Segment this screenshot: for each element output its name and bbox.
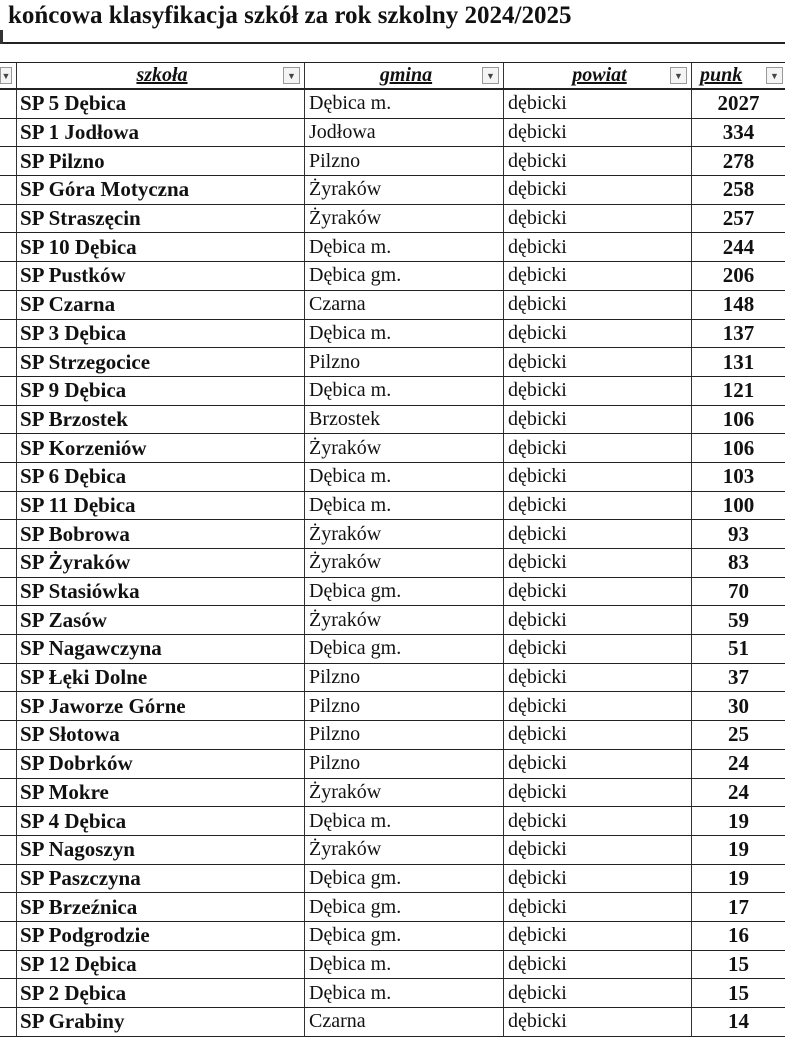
table-row [0,836,785,865]
cell-punkty[interactable]: 334 [722,120,755,145]
table-row [0,520,785,549]
row-header-cell [0,176,17,204]
cell-powiat[interactable]: dębicki [504,492,692,520]
row-header-cell [0,320,17,348]
cell-gmina[interactable]: Pilzno [305,348,504,376]
cell-szkola[interactable]: SP 9 Dębica [17,377,305,405]
row-header-cell [0,549,17,577]
cell-gmina[interactable]: Dębica m. [305,90,504,118]
cell-gmina[interactable]: Żyraków [305,434,504,462]
cell-gmina[interactable]: Dębica gm. [305,578,504,606]
cell-punkty[interactable]: 14 [728,1009,749,1034]
cell-powiat[interactable]: dębicki [504,262,692,290]
cell-punkty[interactable]: 106 [722,406,755,431]
cell-szkola[interactable]: SP Pilzno [17,147,305,175]
cell-powiat[interactable]: dębicki [504,865,692,893]
cell-punkty[interactable]: 258 [722,177,755,202]
row-header-cell [0,1008,17,1036]
cell-gmina[interactable]: Pilzno [305,692,504,720]
table-row [0,119,785,148]
table-row [0,865,785,894]
cell-szkola[interactable]: SP Nagawczyna [17,635,305,663]
cell-gmina[interactable]: Dębica m. [305,492,504,520]
cell-gmina[interactable]: Pilzno [305,147,504,175]
table-row [0,779,785,808]
cell-powiat[interactable]: dębicki [504,664,692,692]
cell-szkola[interactable]: SP Jaworze Górne [17,692,305,720]
cell-punkty[interactable]: 103 [722,464,755,489]
cell-powiat[interactable]: dębicki [504,377,692,405]
cell-punkty[interactable]: 93 [728,521,749,546]
column-header-powiat[interactable] [504,63,692,88]
cell-szkola[interactable]: SP Stasiówka [17,578,305,606]
table-row [0,434,785,463]
cell-szkola[interactable]: SP 2 Dębica [17,979,305,1007]
header-label-szkola: szkoła [136,64,188,86]
cell-punkty[interactable]: 25 [728,722,749,747]
column-header-punkty[interactable] [692,63,785,88]
row-header-cell [0,807,17,835]
cell-gmina[interactable]: Dębica m. [305,377,504,405]
header-label-gmina: gmina [379,64,433,86]
cell-szkola[interactable]: SP Brzeźnica [17,893,305,921]
cell-punkty[interactable]: 51 [728,636,749,661]
cell-szkola[interactable]: SP Żyraków [17,549,305,577]
cell-szkola[interactable]: SP Korzeniów [17,434,305,462]
row-header-cell [0,205,17,233]
cell-gmina[interactable]: Żyraków [305,549,504,577]
table-row [0,951,785,980]
cell-punkty[interactable]: 121 [722,378,755,403]
cell-gmina[interactable]: Żyraków [305,606,504,634]
title-bar [0,0,785,44]
table-row [0,807,785,836]
spreadsheet-table [0,62,785,1037]
cell-punkty[interactable]: 16 [728,923,749,948]
table-row [0,578,785,607]
cell-gmina[interactable]: Żyraków [305,779,504,807]
cell-gmina[interactable]: Pilzno [305,664,504,692]
row-header-cell [0,520,17,548]
table-row [0,750,785,779]
cell-powiat[interactable]: dębicki [504,348,692,376]
cell-szkola[interactable]: SP 12 Dębica [17,951,305,979]
cell-powiat[interactable]: dębicki [504,434,692,462]
cell-powiat[interactable]: dębicki [504,147,692,175]
table-row [0,90,785,119]
cell-powiat[interactable]: dębicki [504,836,692,864]
cell-szkola[interactable]: SP 4 Dębica [17,807,305,835]
table-row [0,377,785,406]
cell-powiat[interactable]: dębicki [504,692,692,720]
cell-powiat[interactable]: dębicki [504,205,692,233]
row-header-cell [0,463,17,491]
table-row [0,291,785,320]
table-row [0,492,785,521]
cell-szkola[interactable]: SP Zasów [17,606,305,634]
cell-punkty[interactable]: 15 [728,980,749,1005]
cell-powiat[interactable]: dębicki [504,635,692,663]
cell-powiat[interactable]: dębicki [504,119,692,147]
table-row [0,147,785,176]
cell-punkty[interactable]: 24 [728,751,749,776]
cell-gmina[interactable]: Żyraków [305,836,504,864]
table-row [0,664,785,693]
cell-szkola[interactable]: SP Podgrodzie [17,922,305,950]
row-header-cell [0,836,17,864]
cell-szkola[interactable]: SP 5 Dębica [17,90,305,118]
cell-szkola[interactable]: SP Paszczyna [17,865,305,893]
cell-gmina[interactable]: Pilzno [305,750,504,778]
column-header-szkola[interactable] [17,63,305,88]
filter-icon[interactable]: ▼ [670,67,687,84]
row-header-cell [0,893,17,921]
cell-szkola[interactable]: SP Nagoszyn [17,836,305,864]
header-label-punkty: punk [700,64,743,86]
cell-powiat[interactable]: dębicki [504,922,692,950]
row-header-cell [0,865,17,893]
cell-punkty[interactable]: 15 [728,951,749,976]
row-header-cell [0,922,17,950]
cell-punkty[interactable]: 19 [728,837,749,862]
cell-gmina[interactable]: Dębica m. [305,320,504,348]
row-header-cell [0,779,17,807]
table-row [0,606,785,635]
cell-punkty[interactable]: 30 [728,693,749,718]
cell-powiat[interactable]: dębicki [504,721,692,749]
cell-szkola[interactable]: SP Słotowa [17,721,305,749]
cell-gmina[interactable]: Dębica m. [305,233,504,261]
table-row [0,692,785,721]
cell-punkty[interactable]: 106 [722,435,755,460]
row-header-cell [0,233,17,261]
cell-punkty[interactable]: 131 [722,349,755,374]
table-row [0,406,785,435]
cell-szkola[interactable]: SP 3 Dębica [17,320,305,348]
row-header-cell [0,291,17,319]
row-header-cell [0,434,17,462]
table-row [0,893,785,922]
cell-gmina[interactable]: Jodłowa [305,119,504,147]
cell-punkty[interactable]: 2027 [717,91,760,116]
cell-szkola[interactable]: SP Czarna [17,291,305,319]
cell-gmina[interactable]: Dębica gm. [305,922,504,950]
cell-szkola[interactable]: SP 1 Jodłowa [17,119,305,147]
table-row [0,176,785,205]
cell-powiat[interactable]: dębicki [504,807,692,835]
table-row [0,205,785,234]
row-header-cell [0,692,17,720]
cell-gmina[interactable]: Czarna [305,291,504,319]
table-row [0,348,785,377]
cell-szkola[interactable]: SP Pustków [17,262,305,290]
cell-punkty[interactable]: 206 [722,263,755,288]
table-row [0,463,785,492]
cell-gmina[interactable]: Żyraków [305,205,504,233]
row-header-cell [0,979,17,1007]
cell-punkty[interactable]: 148 [722,292,755,317]
cell-powiat[interactable]: dębicki [504,463,692,491]
row-header-cell [0,951,17,979]
cell-szkola[interactable]: SP Strzegocice [17,348,305,376]
cell-powiat[interactable]: dębicki [504,406,692,434]
header-label-powiat: powiat [572,64,627,86]
cell-powiat[interactable]: dębicki [504,893,692,921]
cell-szkola[interactable]: SP Brzostek [17,406,305,434]
cell-powiat[interactable]: dębicki [504,90,692,118]
cell-punkty[interactable]: 83 [728,550,749,575]
cell-gmina[interactable]: Czarna [305,1008,504,1036]
cell-gmina[interactable]: Dębica m. [305,463,504,491]
cell-powiat[interactable]: dębicki [504,176,692,204]
table-row [0,635,785,664]
header-row [0,62,785,90]
cell-powiat[interactable]: dębicki [504,520,692,548]
row-header-cell [0,147,17,175]
table-row [0,979,785,1008]
row-header-cell [0,492,17,520]
cell-gmina[interactable]: Dębica m. [305,979,504,1007]
cell-powiat[interactable]: dębicki [504,578,692,606]
cell-gmina[interactable]: Dębica m. [305,807,504,835]
cell-gmina[interactable]: Dębica m. [305,951,504,979]
table-row [0,1008,785,1037]
row-header-cell [0,90,17,118]
row-header-cell [0,348,17,376]
row-header-cell [0,63,17,88]
cell-szkola[interactable]: SP 6 Dębica [17,463,305,491]
cell-szkola[interactable]: SP Łęki Dolne [17,664,305,692]
chevron-down-icon[interactable]: ▼ [482,67,499,84]
table-row [0,262,785,291]
row-header-cell [0,406,17,434]
cell-szkola[interactable]: SP Grabiny [17,1008,305,1036]
cell-punkty[interactable]: 19 [728,808,749,833]
table-row [0,922,785,951]
cell-powiat[interactable]: dębicki [504,979,692,1007]
cell-gmina[interactable]: Pilzno [305,721,504,749]
row-header-cell [0,750,17,778]
page-title: końcowa klasyfikacja szkół za rok szkolny 2024/2025 [8,2,572,29]
chevron-down-icon[interactable]: ▼ [283,67,300,84]
cell-powiat[interactable]: dębicki [504,606,692,634]
cell-powiat[interactable]: dębicki [504,291,692,319]
cell-punkty[interactable]: 24 [728,779,749,804]
cell-szkola[interactable]: SP 11 Dębica [17,492,305,520]
cell-powiat[interactable]: dębicki [504,549,692,577]
row-header-cell [0,578,17,606]
cell-szkola[interactable]: SP 10 Dębica [17,233,305,261]
cell-gmina[interactable]: Żyraków [305,520,504,548]
cell-gmina[interactable]: Żyraków [305,176,504,204]
cell-punkty[interactable]: 37 [728,665,749,690]
cell-powiat[interactable]: dębicki [504,320,692,348]
column-header-gmina[interactable] [305,63,504,88]
row-header-cell [0,262,17,290]
cell-punkty[interactable]: 278 [722,148,755,173]
row-header-cell [0,606,17,634]
cell-punkty[interactable]: 137 [722,320,755,345]
row-header-cell [0,635,17,663]
cell-powiat[interactable]: dębicki [504,1008,692,1036]
table-row [0,233,785,262]
cell-szkola[interactable]: SP Dobrków [17,750,305,778]
cell-punkty[interactable]: 244 [722,234,755,259]
row-header-cell [0,119,17,147]
cell-punkty[interactable]: 17 [728,894,749,919]
row-header-cell [0,664,17,692]
row-header-cell [0,721,17,749]
cell-gmina[interactable]: Dębica gm. [305,893,504,921]
cell-gmina[interactable]: Brzostek [305,406,504,434]
cell-punkty[interactable]: 70 [728,579,749,604]
cell-szkola[interactable]: SP Góra Motyczna [17,176,305,204]
cell-powiat[interactable]: dębicki [504,951,692,979]
cell-gmina[interactable]: Dębica gm. [305,865,504,893]
cell-powiat[interactable]: dębicki [504,779,692,807]
cell-punkty[interactable]: 257 [722,206,755,231]
chevron-down-icon[interactable]: ▼ [0,67,12,84]
table-row [0,549,785,578]
cell-szkola[interactable]: SP Straszęcin [17,205,305,233]
cell-powiat[interactable]: dębicki [504,750,692,778]
cell-gmina[interactable]: Dębica gm. [305,635,504,663]
chevron-down-icon[interactable]: ▼ [766,67,783,84]
cell-punkty[interactable]: 19 [728,865,749,890]
table-row [0,721,785,750]
cell-edge [0,30,3,44]
cell-szkola[interactable]: SP Mokre [17,779,305,807]
cell-punkty[interactable]: 59 [728,607,749,632]
cell-gmina[interactable]: Dębica gm. [305,262,504,290]
table-row [0,320,785,349]
cell-powiat[interactable]: dębicki [504,233,692,261]
row-header-cell [0,377,17,405]
cell-szkola[interactable]: SP Bobrowa [17,520,305,548]
cell-punkty[interactable]: 100 [722,492,755,517]
